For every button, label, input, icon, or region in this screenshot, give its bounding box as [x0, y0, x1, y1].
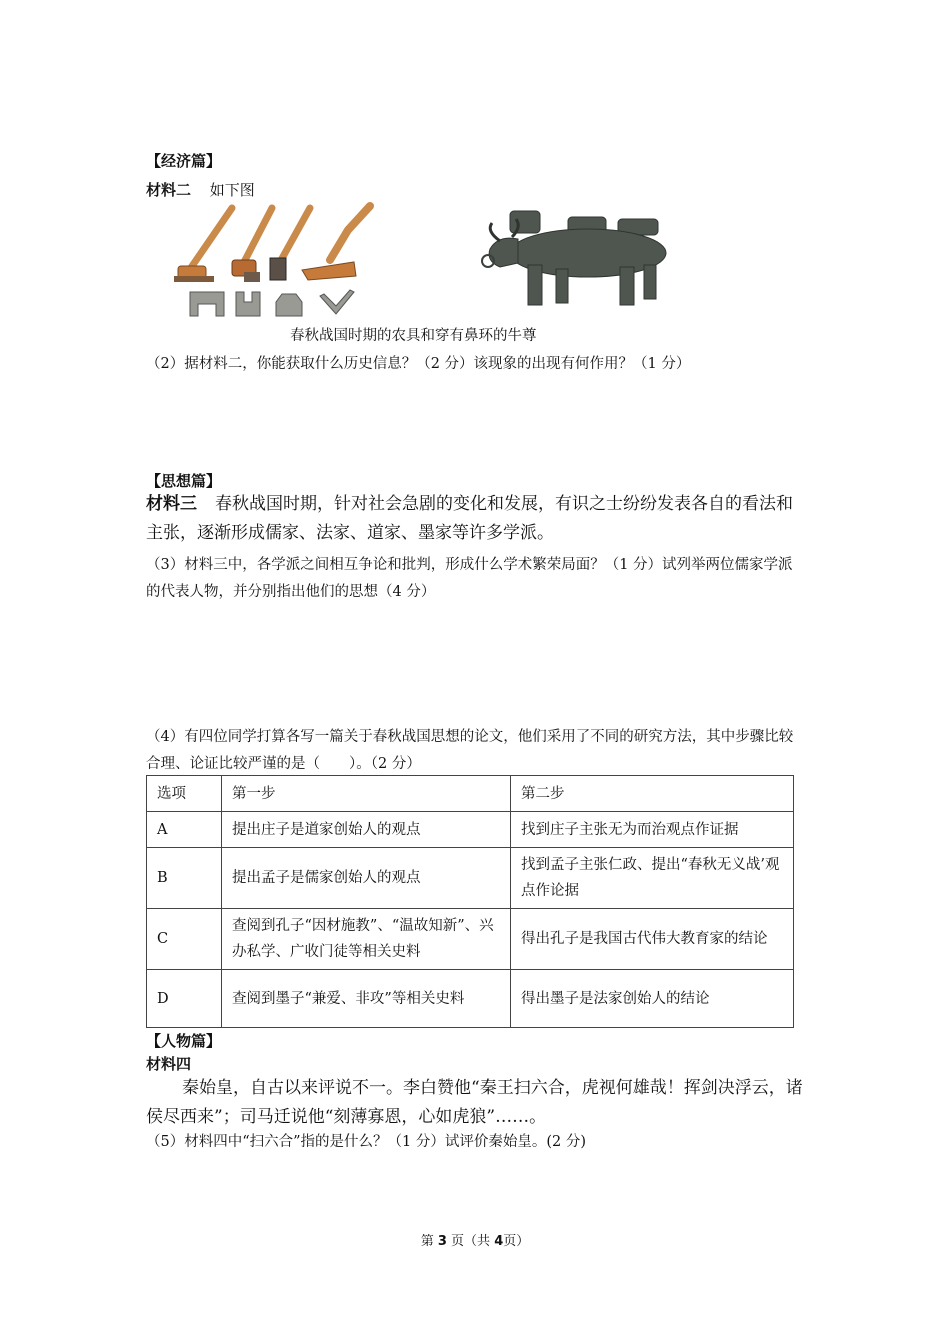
material-three-paragraph [146, 490, 806, 548]
material-four-label: 材料四 [146, 1055, 192, 1073]
header-option: 选项 [147, 776, 222, 812]
table-row [147, 812, 794, 848]
material-three-label: 材料三 [146, 494, 197, 514]
footer-middle: 页（共 [446, 1234, 495, 1249]
options-table [146, 775, 794, 1028]
hoe-tool-1 [174, 208, 232, 282]
question-3: （3）材料三中，各学派之间相互争论和批判，形成什么学术繁荣局面？（1 分）试列举两位儒家学派的代表人物，并分别指出他们的思想（4 分） [146, 557, 793, 600]
iron-blades-row [190, 290, 354, 316]
row-step1: 提出庄子是道家创始人的观点 [222, 812, 511, 848]
row-step2: 找到孟子主张仁政、提出“春秋无义战’观点作论据 [511, 848, 794, 909]
row-step1: 查阅到墨子“兼爱、非攻”等相关史料 [222, 970, 511, 1028]
material-three-text: 春秋战国时期，针对社会急剧的变化和发展，有识之士纷纷发表各自的看法和主张，逐渐形成儒家、法家、道家、墨家等许多学派。 [146, 494, 793, 543]
table-row [147, 970, 794, 1028]
material-two-text: 如下图 [209, 181, 255, 199]
section-thought-title: 【思想篇】 [146, 472, 222, 490]
question-4: （4）有四位同学打算各写一篇关于春秋战国思想的论文，他们采用了不同的研究方法，其中步骤比较合理、论证比较严谨的是（ ）。（2 分） [146, 729, 794, 772]
row-step2: 得出墨子是法家创始人的结论 [511, 970, 794, 1028]
row-step1: 提出孟子是儒家创始人的观点 [222, 848, 511, 909]
footer-total-pages: 4 [494, 1234, 504, 1249]
row-option: B [147, 848, 222, 909]
row-option: C [147, 909, 222, 970]
hoe-tool-2 [232, 208, 272, 282]
plough-tool [302, 206, 370, 280]
farm-tools-image [170, 200, 390, 320]
material-four-text: 秦始皇，自古以来评说不一。李白赞他“秦王扫六合，虎视何雄哉！挥剑决浮云，诸侯尽西来”；司马迁说他“刻薄寡恩，心如虎狼”……。 [146, 1078, 803, 1127]
page-footer [0, 1230, 950, 1249]
row-step2: 得出孔子是我国古代伟大教育家的结论 [511, 909, 794, 970]
section-economy-title: 【经济篇】 [146, 152, 222, 170]
row-step1: 查阅到孔子“因材施教”、“温故知新”、兴办私学、广收门徒等相关史料 [222, 909, 511, 970]
footer-suffix: 页） [503, 1234, 530, 1249]
row-option: A [147, 812, 222, 848]
ox-zun-image [478, 205, 683, 315]
footer-prefix: 第 [420, 1234, 438, 1249]
table-header-row [147, 776, 794, 812]
table-row [147, 848, 794, 909]
question-2: （2）据材料二，你能获取什么历史信息？（2 分）该现象的出现有何作用？（1 分） [146, 356, 691, 372]
header-step1: 第一步 [222, 776, 511, 812]
question-5: （5）材料四中“扫六合”指的是什么？（1 分）试评价秦始皇。(2 分) [146, 1134, 587, 1150]
material-two-label: 材料二 [146, 181, 192, 199]
material-two-line [146, 179, 255, 200]
row-option: D [147, 970, 222, 1028]
row-step2: 找到庄子主张无为而治观点作证据 [511, 812, 794, 848]
section-people-title: 【人物篇】 [146, 1032, 222, 1050]
footer-page-number: 3 [437, 1234, 447, 1249]
header-step2: 第二步 [511, 776, 794, 812]
table-row [147, 909, 794, 970]
image-caption: 春秋战国时期的农具和穿有鼻环的牛尊 [290, 328, 537, 344]
